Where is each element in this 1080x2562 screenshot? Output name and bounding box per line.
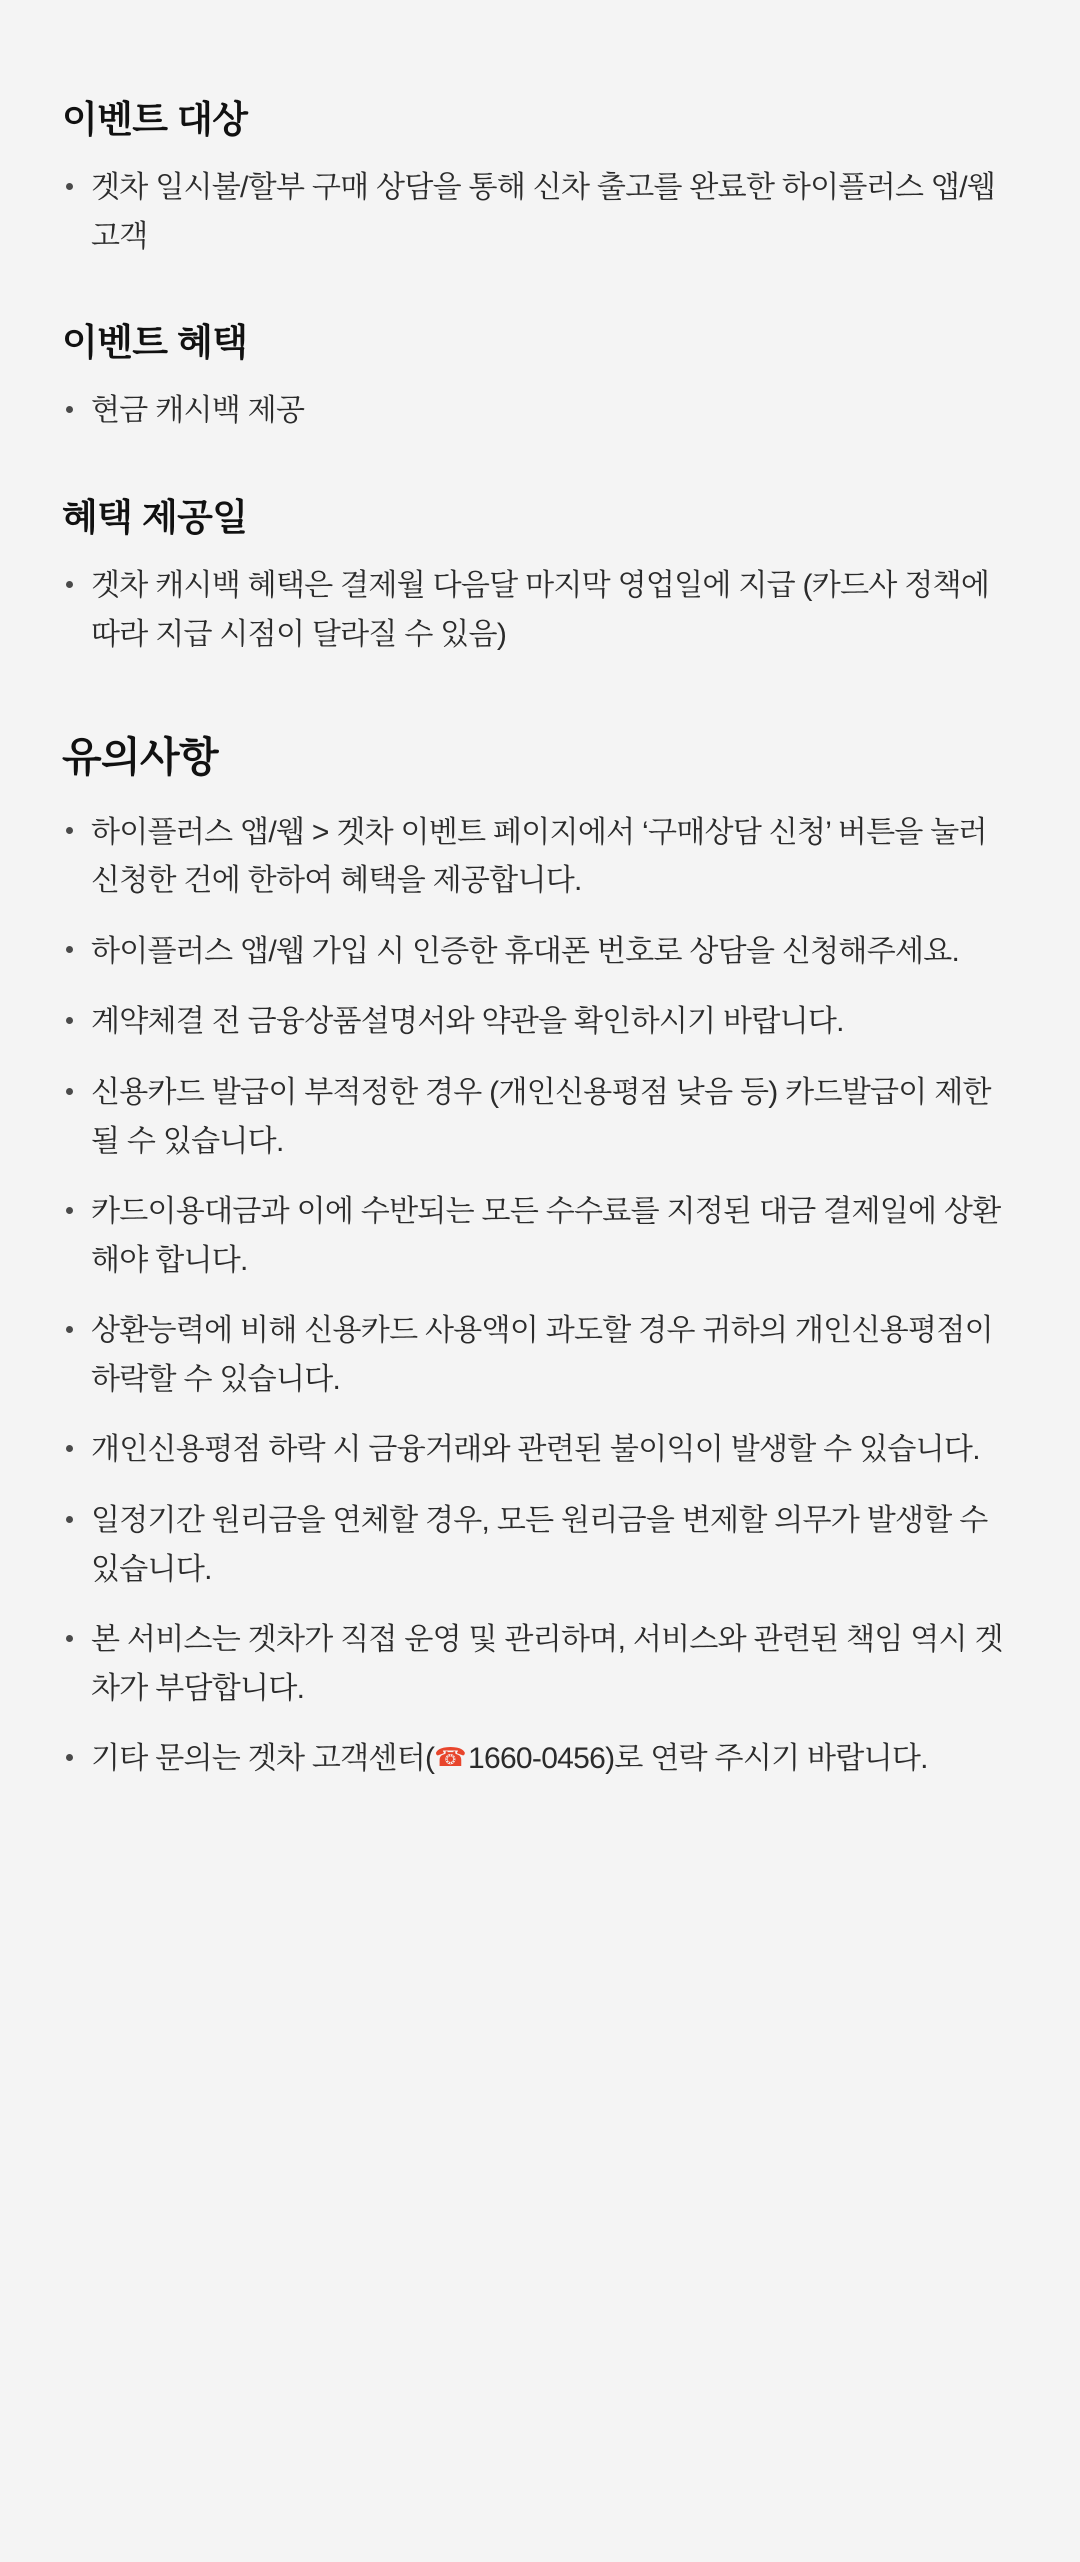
bullet-dot <box>66 946 73 953</box>
list-item-text: 상환능력에 비해 신용카드 사용액이 과도할 경우 귀하의 개인신용평점이 하락할 수 있습니다. <box>91 1314 993 1396</box>
list-item-text: 일정기간 원리금을 연체할 경우, 모든 원리금을 변제할 의무가 발생할 수 있습니다. <box>91 1504 988 1586</box>
list-item-text: 현금 캐시백 제공 <box>91 394 305 428</box>
list-item <box>62 998 1018 1047</box>
list-item-text: 개인신용평점 하락 시 금융거래와 관련된 불이익이 발생할 수 있습니다. <box>91 1433 980 1467</box>
notice-list <box>62 809 1018 1785</box>
list-item-contact <box>62 1735 1018 1784</box>
bullet-dot <box>66 1754 73 1761</box>
bullet-dot <box>66 1516 73 1523</box>
list-item <box>62 1497 1018 1594</box>
list-item-text: 카드이용대금과 이에 수반되는 모든 수수료를 지정된 대금 결제일에 상환해야 합니다. <box>91 1195 1001 1277</box>
list-item-text: 본 서비스는 겟차가 직접 운영 및 관리하며, 서비스와 관련된 책임 역시 겟차가 부담합니다. <box>91 1623 1003 1705</box>
section-title: 혜택 제공일 <box>62 496 248 538</box>
list-item <box>62 809 1018 906</box>
bullet-dot <box>66 1088 73 1095</box>
bullet-dot <box>66 1207 73 1214</box>
list-item <box>62 562 1018 659</box>
contact-suffix-text: )로 연락 주시기 바랍니다. <box>605 1742 928 1776</box>
bullet-list <box>62 387 1018 436</box>
list-item <box>62 164 1018 261</box>
section-event-target <box>62 96 1018 261</box>
bullet-list <box>62 164 1018 261</box>
bullet-dot <box>66 1017 73 1024</box>
list-item-text: 신용카드 발급이 부적정한 경우 (개인신용평점 낮음 등) 카드발급이 제한될 수 있습니다. <box>91 1075 991 1158</box>
list-item <box>62 387 1018 436</box>
bullet-dot <box>66 406 73 413</box>
list-item-text: 하이플러스 앱/웹 > 겟차 이벤트 페이지에서 ‘구매상담 신청’ 버튼을 눌러 신청한 건에 한하여 혜택을 제공합니다. <box>91 815 987 898</box>
section-benefit-date <box>62 494 1018 659</box>
phone-icon: ☎ <box>434 1742 466 1773</box>
list-item <box>62 1616 1018 1713</box>
list-item-text: 겟차 캐시백 혜택은 결제월 다음달 마지막 영업일에 지급 (카드사 정책에 따라 지급 시점이 달라질 수 있음) <box>91 569 990 651</box>
customer-center-number: 1660-0456 <box>467 1742 606 1776</box>
list-item <box>62 1307 1018 1404</box>
notice-title: 유의사항 <box>62 734 219 781</box>
bullet-dot <box>66 827 73 834</box>
list-item <box>62 1069 1018 1166</box>
bullet-dot <box>66 1445 73 1452</box>
list-item <box>62 1188 1018 1285</box>
bullet-dot <box>66 1326 73 1333</box>
section-title: 이벤트 대상 <box>62 99 248 140</box>
list-item <box>62 928 1018 977</box>
list-item-text: 계약체결 전 금융상품설명서와 약관을 확인하시기 바랍니다. <box>91 1005 844 1039</box>
list-item <box>62 1426 1018 1475</box>
section-title: 이벤트 혜택 <box>62 322 248 364</box>
list-item-text: 하이플러스 앱/웹 가입 시 인증한 휴대폰 번호로 상담을 신청해주세요. <box>91 934 960 968</box>
bullet-dot <box>66 581 73 588</box>
bullet-list <box>62 562 1018 659</box>
section-notice <box>62 731 1018 1784</box>
bullet-dot <box>66 183 73 190</box>
list-item-text: 겟차 일시불/할부 구매 상담을 통해 신차 출고를 완료한 하이플러스 앱/웹 고객 <box>91 171 996 253</box>
bullet-dot <box>66 1635 73 1642</box>
section-event-benefit <box>62 319 1018 436</box>
contact-prefix-text: 기타 문의는 겟차 고객센터( <box>91 1742 435 1776</box>
